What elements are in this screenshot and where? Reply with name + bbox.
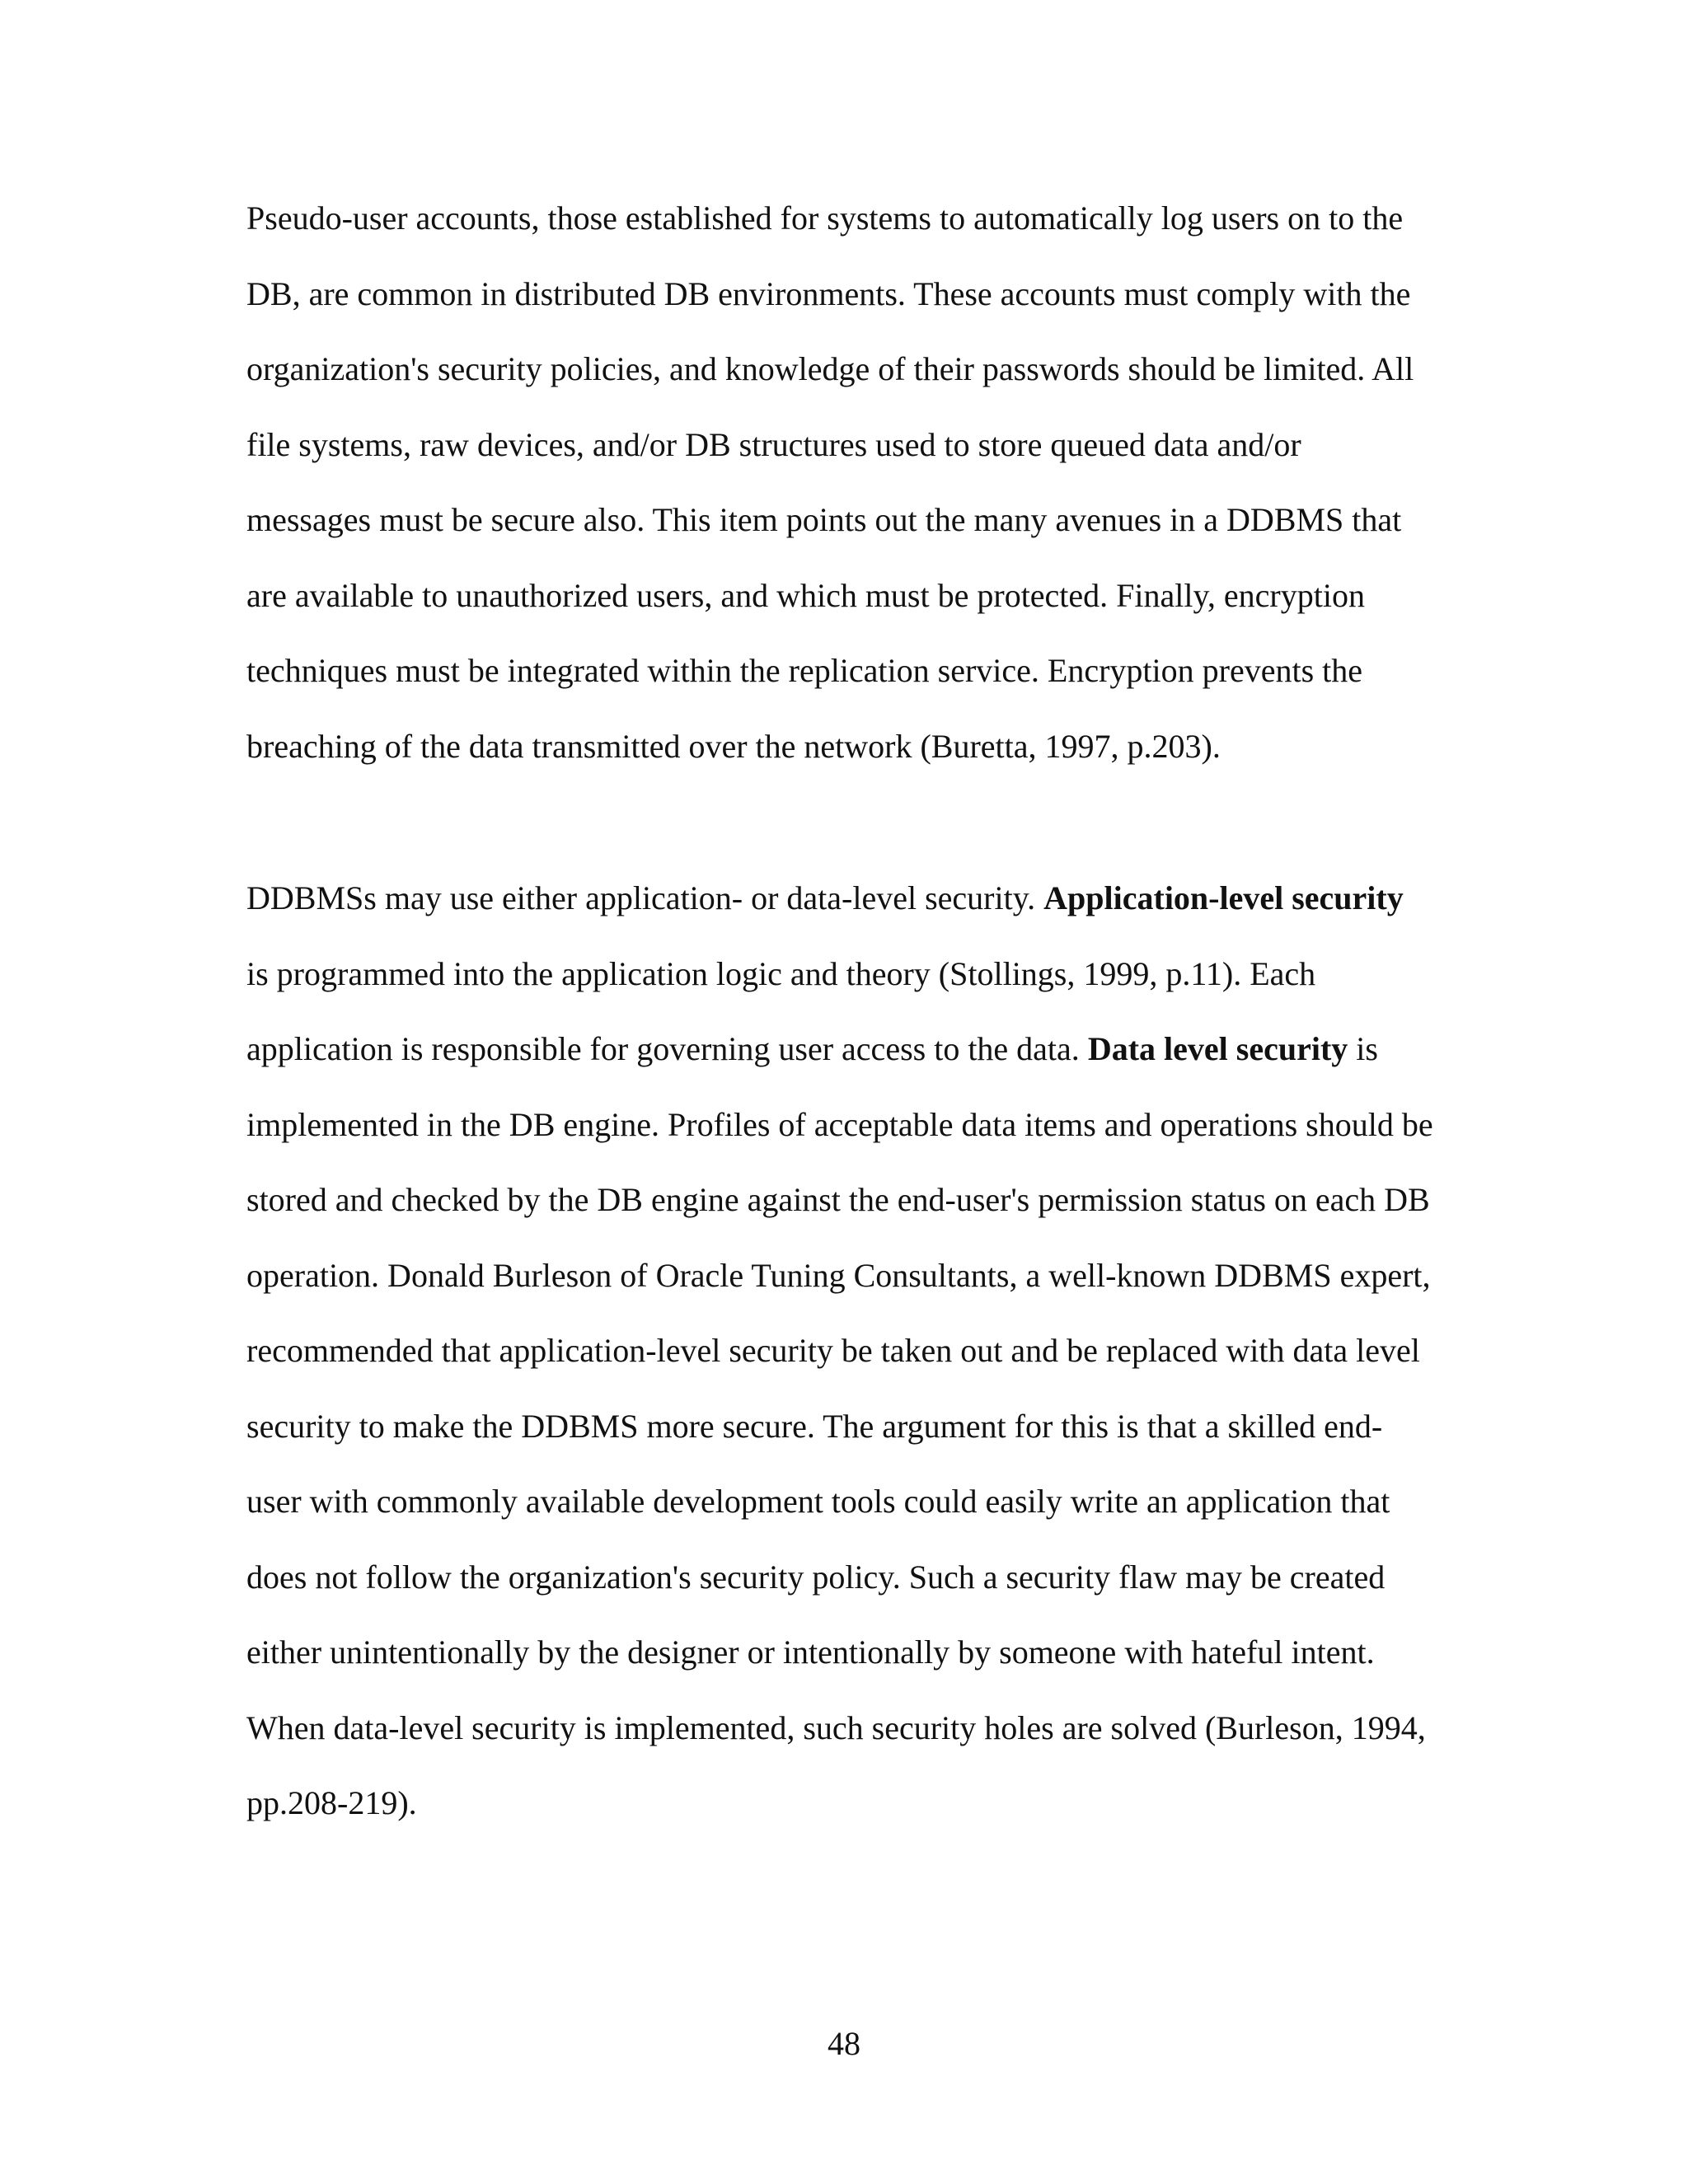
text-line: either unintentionally by the designer or intentionally by someone with hateful intent. [246, 1633, 1375, 1671]
text-line: messages must be secure also. This item points out the many avenues in a DDBMS that [246, 501, 1402, 538]
paragraph-pseudo-user-accounts [246, 180, 1450, 784]
text-line: stored and checked by the DB engine against the end-user's permission status on each DB [246, 1181, 1430, 1218]
term-data-level-security: Data level security [1087, 1030, 1348, 1067]
text-line: security to make the DDBMS more secure. The argument for this is that a skilled end- [246, 1407, 1383, 1445]
text-line: organization's security policies, and knowledge of their passwords should be limited. All [246, 350, 1414, 387]
text-line: pp.208-219). [246, 1784, 417, 1821]
text-line: techniques must be integrated within the replication service. Encryption prevents the [246, 652, 1363, 689]
text-line: user with commonly available development tools could easily write an application that [246, 1483, 1390, 1520]
text-line: recommended that application-level security be taken out and be replaced with data level [246, 1332, 1420, 1369]
text-line [246, 1011, 1450, 1087]
text-line: is programmed into the application logic and theory (Stollings, 1999, p.11). Each [246, 954, 1316, 992]
text-line: are available to unauthorized users, and which must be protected. Finally, encryption [246, 576, 1365, 614]
text-line: implemented in the DB engine. Profiles of acceptable data items and operations should be [246, 1105, 1433, 1143]
text-line: operation. Donald Burleson of Oracle Tuning Consultants, a well-known DDBMS expert, [246, 1256, 1431, 1294]
text-line: When data-level security is implemented, such security holes are solved (Burleson, 1994, [246, 1708, 1426, 1746]
text-line: does not follow the organization's security policy. Such a security flaw may be created [246, 1558, 1386, 1596]
text-segment: is [1348, 1030, 1378, 1067]
page-number: 48 [828, 2025, 860, 2062]
text-segment: application is responsible for governing user access to the data. [246, 1030, 1088, 1067]
text-line: Pseudo-user accounts, those established for systems to automatically log users on to the [246, 199, 1404, 237]
term-application-level-security: Application-level security [1043, 879, 1404, 916]
text-line: file systems, raw devices, and/or DB structures used to store queued data and/or [246, 425, 1301, 463]
text-line [246, 860, 1450, 936]
paragraph-application-data-level-security [246, 860, 1450, 1841]
text-line: DB, are common in distributed DB environments. These accounts must comply with the [246, 274, 1411, 312]
text-line: breaching of the data transmitted over the network (Buretta, 1997, p.203). [246, 727, 1221, 765]
text-segment: DDBMSs may use either application- or data-level security. [246, 879, 1044, 916]
